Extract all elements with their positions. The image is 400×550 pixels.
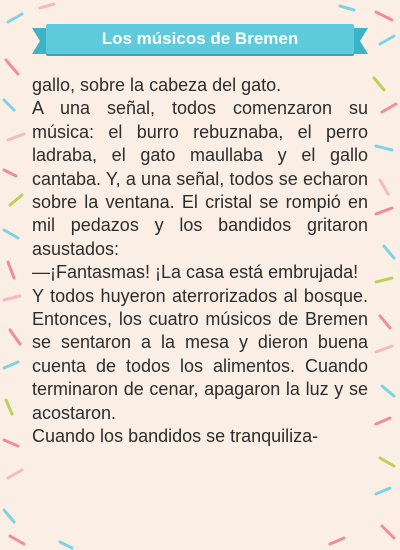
confetti-piece bbox=[380, 316, 390, 328]
confetti-piece bbox=[384, 246, 394, 258]
confetti-piece bbox=[376, 488, 390, 494]
story-paragraph: —¡Fantasmas! ¡La casa está embrujada! bbox=[32, 262, 359, 283]
confetti-piece bbox=[4, 362, 18, 368]
confetti-piece bbox=[376, 346, 392, 352]
page-title: Los músicos de Bremen bbox=[46, 24, 354, 54]
story-paragraph: Cuando los bandidos se tranquiliza- bbox=[32, 426, 319, 447]
confetti-piece bbox=[4, 170, 16, 176]
confetti-piece bbox=[376, 418, 390, 424]
confetti-piece bbox=[10, 536, 24, 544]
story-paragraph: Y todos huyeron aterrorizados al bosque. Entonces, los cuatro músicos de Bremen se sentaron a la mesa y dieron buena cuenta de todos los alimentos. Cuando terminaron de cenar, apagaron la luz y se acostaron. bbox=[32, 285, 368, 423]
story-paragraph: A una señal, todos comenzaron su música: el burro rebuznaba, el perro ladraba, el gato maullaba y el gallo cantaba. Y, a una señal, todos se echaron sobre la ventana. El cristal se rompió en mil pedazos y los bandidos gritaron asustados: bbox=[32, 98, 368, 259]
confetti-piece bbox=[60, 542, 72, 548]
confetti-piece bbox=[376, 208, 392, 214]
confetti-piece bbox=[4, 296, 20, 300]
confetti-piece bbox=[330, 538, 344, 544]
confetti-piece bbox=[4, 230, 18, 238]
confetti-piece bbox=[376, 12, 392, 20]
confetti-piece bbox=[8, 14, 22, 22]
confetti-piece bbox=[380, 458, 394, 466]
confetti-piece bbox=[380, 180, 388, 194]
confetti-piece bbox=[340, 6, 354, 10]
confetti-piece bbox=[382, 386, 394, 396]
confetti-piece bbox=[376, 146, 392, 150]
confetti-piece bbox=[4, 440, 18, 446]
story-paragraph: gallo, sobre la cabeza del gato. bbox=[32, 75, 282, 95]
confetti-piece bbox=[8, 262, 14, 278]
confetti-piece bbox=[376, 278, 392, 282]
confetti-piece bbox=[6, 60, 18, 74]
confetti-piece bbox=[382, 104, 396, 112]
confetti-piece bbox=[8, 470, 22, 478]
confetti-piece bbox=[374, 78, 384, 90]
confetti-piece bbox=[4, 510, 14, 522]
story-text bbox=[32, 74, 368, 449]
confetti-piece bbox=[10, 195, 22, 205]
confetti-piece bbox=[382, 526, 394, 538]
confetti-piece bbox=[8, 134, 24, 140]
confetti-piece bbox=[40, 4, 54, 8]
title-banner bbox=[32, 22, 368, 58]
confetti-piece bbox=[380, 36, 394, 44]
confetti-piece bbox=[10, 330, 20, 344]
confetti-piece bbox=[6, 400, 12, 414]
confetti-piece bbox=[4, 100, 14, 110]
